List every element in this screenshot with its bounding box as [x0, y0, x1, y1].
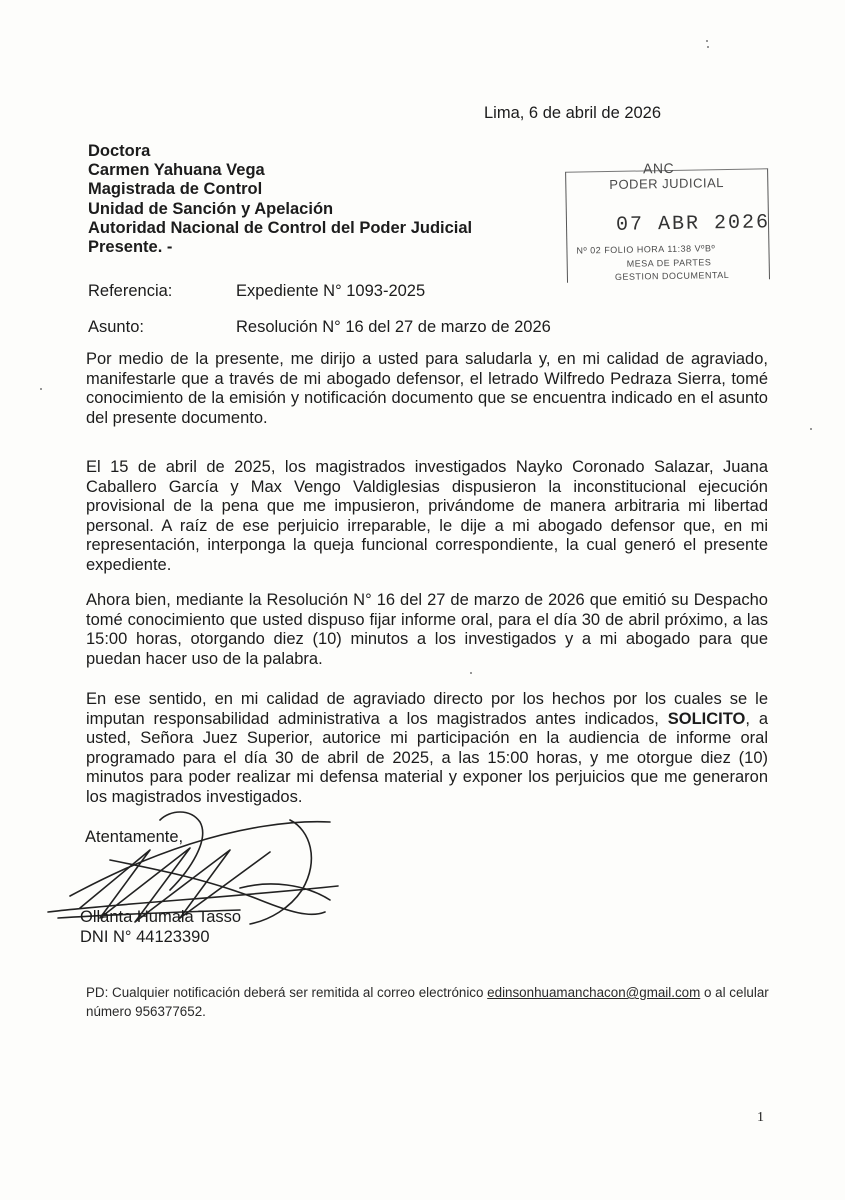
paragraph-4 [86, 690, 768, 808]
paragraph-1: Por medio de la presente, me dirijo a usted para saludarla y, en mi calidad de agraviado, manifestarle que a través de mi abogado defensor, el letrado Wilfredo Pedraza Sierra, tomé conocimiento de la emisión y notificación documento que se encuentra indicado en el asunto del presente documento. [86, 350, 768, 427]
addressee-institution: Autoridad Nacional de Control del Poder Judicial [88, 218, 473, 237]
addressee-block [88, 142, 472, 257]
stamp-management: GESTION DOCUMENTAL [614, 269, 730, 282]
scan-speck [40, 388, 42, 390]
signer-name: Ollanta Humala Tasso [80, 908, 242, 926]
paragraph-2: El 15 de abril de 2025, los magistrados investigados Nayko Coronado Salazar, Juana Caballero García y Max Vengo Valdiglesias dispusieron la inconstitucional ejecución provisional de la pena que me impusieron, privándome de manera arbitraria mi libertad personal. A raíz de ese perjuicio irreparable, le dije a mi abogado defensor que, en mi representación, interponga la queja funcional correspondiente, la cual generó el presente expediente. [86, 458, 768, 574]
closing-line: Atentamente, [85, 828, 184, 846]
postscript-text: PD: Cualquier notificación deberá ser remitida al correo electrónico [86, 985, 488, 1000]
contact-email: edinsonhuamanchacon@gmail.com [487, 985, 701, 1000]
subject-label: Asunto: [88, 318, 144, 336]
scan-speck [470, 672, 472, 674]
stamp-date: 07 ABR 2026 [615, 211, 771, 237]
addressee-presente: Presente. - [88, 238, 173, 257]
addressee-unit: Unidad de Sanción y Apelación [88, 199, 334, 218]
scan-speck [810, 428, 812, 430]
subject-value: Resolución N° 16 del 27 de marzo de 2026 [236, 318, 551, 336]
postscript-phone: o al celular número 956377652. [86, 985, 769, 1019]
stamp-folio: Nº 02 FOLIO HORA 11:38 VºBº [576, 243, 716, 256]
reference-row [88, 282, 425, 301]
postscript [86, 983, 786, 1021]
paragraph-3: Ahora bien, mediante la Resolución N° 16 del 27 de marzo de 2026 que emitió su Despacho tomé conocimiento que usted dispuso fijar informe oral, para el día 30 de abril próximo, a las 15:00 horas, otorgando diez (10) minutos a los investigados y a mi abogado para que puedan hacer uso de la palabra. [86, 591, 768, 668]
stamp-desk: MESA DE PARTES [626, 257, 712, 269]
subject-row [88, 318, 551, 337]
page-number: 1 [757, 1110, 764, 1125]
scan-speck [706, 40, 708, 42]
scan-speck [707, 46, 709, 48]
reception-stamp [565, 156, 772, 290]
addressee-position: Magistrada de Control [88, 180, 263, 199]
reference-value: Expediente N° 1093-2025 [236, 282, 426, 300]
addressee-name: Carmen Yahuana Vega [88, 161, 265, 180]
date-line: Lima, 6 de abril de 2026 [484, 104, 662, 122]
paragraph-4-intro: En ese sentido, en mi calidad de agraviado directo por los hechos por los cuales se le imputan responsabilidad administrativa a los magistrados antes indicados, [86, 690, 768, 728]
reference-label: Referencia: [88, 282, 173, 300]
signer-block [80, 908, 241, 947]
signer-dni: DNI N° 44123390 [80, 927, 210, 946]
addressee-title: Doctora [88, 142, 151, 160]
paragraph-4-request: , a usted, Señora Juez Superior, autorice mi participación en la audiencia de informe oral programado para el día 30 de abril de 2025, a las 15:00 horas, y me otorgue diez (10) minutos para poder realizar mi defensa material y exponer los perjuicios que me generaron los magistrados investigados. [86, 709, 768, 806]
stamp-unit: PODER JUDICIAL [609, 175, 725, 193]
stamp-org: ANC [642, 159, 675, 177]
solicito-keyword: SOLICITO [667, 709, 746, 728]
